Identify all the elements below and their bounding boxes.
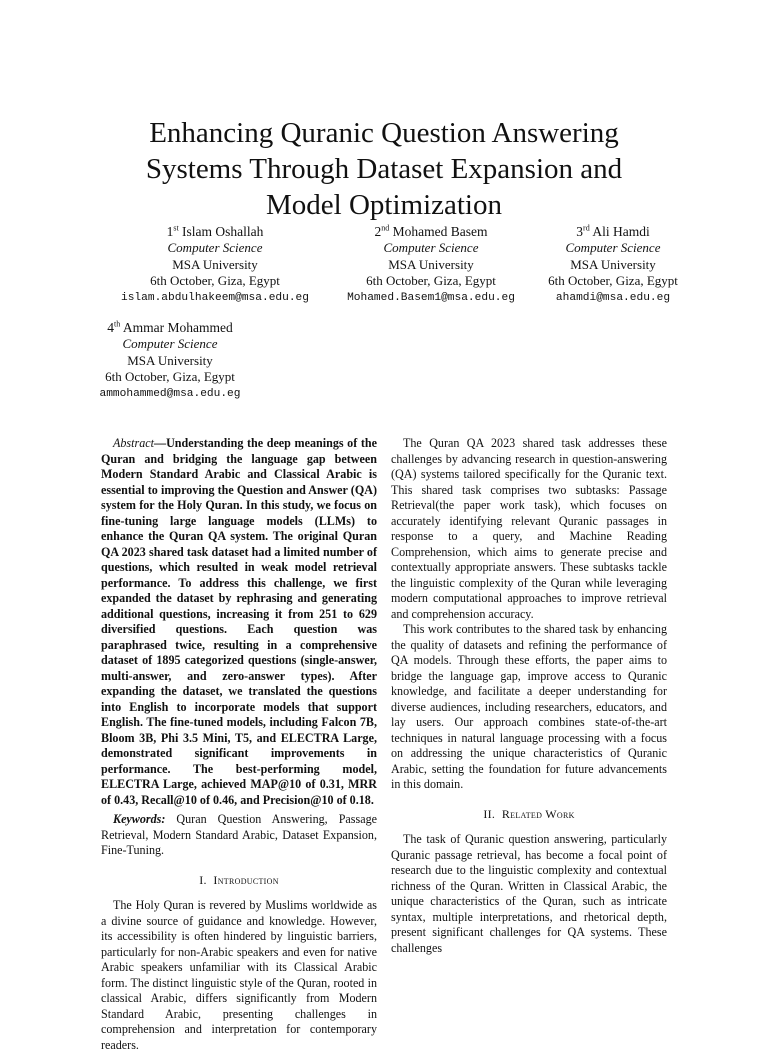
author-affiliation: MSA University bbox=[388, 256, 474, 272]
author-name: Islam Oshallah bbox=[182, 224, 264, 239]
keywords-label: Keywords: bbox=[113, 812, 166, 826]
author-location: 6th October, Giza, Egypt bbox=[105, 369, 235, 385]
author-name: Mohamed Basem bbox=[392, 224, 488, 239]
intro-paragraph-1: The Holy Quran is revered by Muslims worldwide as a divine source of guidance and knowledge. However, its accessibility is often hindered by linguistic barriers, particularly for non-Arabic speakers and even for native Arabic speakers unfamiliar with its Classical Arabic form. The distinct linguistic style of the Quran, rooted in classical Arabic, differs significantly from Modern Standard Arabic, presenting challenges in comprehension and interpretation for contemporary readers. bbox=[101, 898, 377, 1052]
intro-paragraph-3: This work contributes to the shared task by enhancing the quality of datasets and refining the performance of QA models. Through these efforts, the paper aims to bridge the language gap, improve access to Quranic knowledge, and facilitate a deeper understanding for diverse audiences, including researchers, educators, and lay users. Our approach combines state-of-the-art techniques in natural language processing with a focus on addressing the unique characteristics of Quranic Arabic, setting the foundation for future advancements in this domain. bbox=[391, 622, 667, 791]
abstract-label: Abstract bbox=[113, 436, 154, 450]
paper-title bbox=[60, 115, 708, 223]
author-email: ahamdi@msa.edu.eg bbox=[555, 291, 671, 304]
author-affiliation: MSA University bbox=[570, 256, 656, 272]
author-block-2 bbox=[320, 224, 542, 306]
author-ordinal: 1 bbox=[166, 224, 174, 239]
author-affiliation: MSA University bbox=[127, 352, 213, 368]
section-title: Related Work bbox=[501, 806, 575, 821]
author-block-3 bbox=[538, 224, 688, 306]
title-line-1: Enhancing Quranic Question Answering bbox=[149, 117, 619, 150]
author-location: 6th October, Giza, Egypt bbox=[548, 273, 678, 289]
author-ordinal: 2 bbox=[374, 224, 382, 239]
author-block-4 bbox=[70, 320, 270, 402]
author-ordinal-suffix: th bbox=[114, 319, 121, 329]
section-number: II. bbox=[483, 806, 496, 821]
author-department: Computer Science bbox=[383, 240, 479, 256]
related-paragraph-1: The task of Quranic question answering, particularly Quranic passage retrieval, has become a focal point of research due to the linguistic complexity and contextual richness of the Quran. Written in Classical Arabic, the unique characteristics of the Quran, such as intricate syntax, multiple interpretations, and rhetorical depth, present significant challenges for QA systems. These challenges bbox=[391, 832, 667, 955]
abstract-text: —Understanding the deep meanings of the Quran and bridging the language gap between Modern Standard Arabic and Classical Arabic is essential to improving the Question and Answer (QA) system for the Holy Quran. In this study, we focus on fine-tuning large language models (LLMs) to enhance the Quran QA system. The original Quran QA 2023 shared task dataset had a limited number of questions, which resulted in weak model retrieval performance. To address this challenge, we first expanded the dataset by rephrasing and generating additional questions, increasing it from 251 to 629 diversified questions. Each question was paraphrased twice, resulting in a comprehensive dataset of 1895 categorized questions (single-answer, multi-answer, and zero-answer types). After expanding the dataset, we translated the questions into English to incorporate models that support English. The fine-tuned models, including Falcon 7B, Bloom 3B, Phi 3.5 Mini, T5, and ELECTRA Large, demonstrated significant improvements in performance. The best-performing model, ELECTRA Large, achieved MAP@10 of 0.31, MRR of 0.43, Recall@10 of 0.46, and Precision@10 of 0.18. bbox=[101, 436, 377, 807]
title-line-3: Model Optimization bbox=[266, 189, 502, 222]
author-ordinal-suffix: nd bbox=[381, 223, 390, 233]
author-name: Ammar Mohammed bbox=[122, 320, 233, 335]
abstract bbox=[101, 436, 377, 808]
author-email: islam.abdulhakeem@msa.edu.eg bbox=[121, 291, 309, 304]
author-location: 6th October, Giza, Egypt bbox=[150, 273, 280, 289]
author-email: Mohamed.Basem1@msa.edu.eg bbox=[347, 291, 515, 304]
keywords bbox=[101, 812, 377, 859]
right-column bbox=[391, 436, 667, 956]
section-number: I. bbox=[199, 872, 207, 887]
author-ordinal: 4 bbox=[107, 320, 114, 335]
left-column bbox=[101, 436, 377, 1053]
author-ordinal: 3 bbox=[576, 224, 584, 239]
intro-paragraph-2: The Quran QA 2023 shared task addresses these challenges by advancing research in question-answering (QA) systems tailored specifically for the Quranic text. This shared task comprises two subtasks: Passage Retrieval(the paper work task), which focuses on accurately identifying relevant Quranic passages in response to a query, and Machine Reading Comprehension, which aims to generate precise and contextually appropriate answers. These subtasks tackle the linguistic complexity of the Quran while leveraging modern computational approaches to improve retrieval and comprehension accuracy. bbox=[391, 436, 667, 621]
section-title: Introduction bbox=[213, 872, 279, 887]
section-heading-related-work bbox=[391, 807, 667, 823]
title-line-2: Systems Through Dataset Expansion and bbox=[145, 153, 623, 186]
author-ordinal-suffix: st bbox=[173, 223, 179, 233]
author-department: Computer Science bbox=[122, 336, 218, 352]
author-ordinal-suffix: rd bbox=[583, 223, 590, 233]
keywords-text: Quran Question Answering, Passage Retrieval, Modern Standard Arabic, Dataset Expansion, Fine-Tuning. bbox=[101, 812, 377, 857]
author-department: Computer Science bbox=[565, 240, 661, 256]
author-department: Computer Science bbox=[167, 240, 263, 256]
author-affiliation: MSA University bbox=[172, 256, 258, 272]
author-location: 6th October, Giza, Egypt bbox=[366, 273, 496, 289]
author-block-1 bbox=[100, 224, 330, 306]
author-name: Ali Hamdi bbox=[592, 224, 650, 239]
section-heading-introduction bbox=[101, 873, 377, 889]
author-email: ammohammed@msa.edu.eg bbox=[99, 387, 241, 400]
